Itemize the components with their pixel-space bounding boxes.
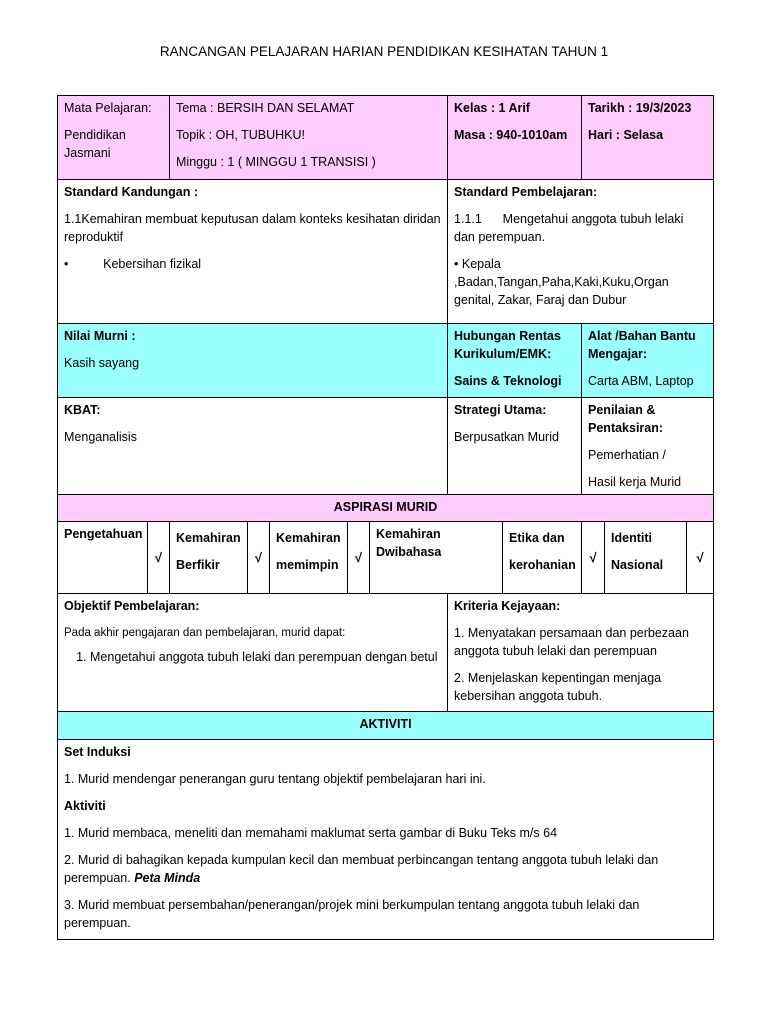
aspirasi-label-memimpin: Kemahiran memimpin xyxy=(270,522,348,594)
standard-kandungan-bullet: • Kebersihan fizikal xyxy=(64,257,202,271)
aktiviti-row xyxy=(58,740,714,940)
aktiviti-heading-row xyxy=(58,712,714,740)
kriteria-item-1: 1. Menyatakan persamaan dan perbezaan anggota tubuh lelaki dan perempuan xyxy=(454,626,689,658)
aktiviti-item-1: 1. Murid membaca, meneliti dan memahami maklumat serta gambar di Buku Teks m/s 64 xyxy=(64,826,558,840)
alat-bahan-label: Alat /Bahan Bantu Mengajar: xyxy=(588,329,696,361)
hari-text: Hari : Selasa xyxy=(588,128,664,142)
nilai-murni-cell xyxy=(58,324,448,398)
kriteria-item-2: 2. Menjelaskan kepentingan menjaga kebersihan anggota tubuh. xyxy=(454,671,662,703)
aspirasi-heading-row xyxy=(58,495,714,522)
aktiviti-label: Aktiviti xyxy=(64,799,106,813)
standard-pembelajaran-text: 1.1.1 Mengetahui anggota tubuh lelaki dan perempuan. xyxy=(454,212,687,244)
set-induksi-item: 1. Murid mendengar penerangan guru tentang objektif pembelajaran hari ini. xyxy=(64,772,486,786)
kelas-text: Kelas : 1 Arif xyxy=(454,101,530,115)
alat-bahan-value: Carta ABM, Laptop xyxy=(588,374,694,388)
minggu-text: Minggu : 1 ( MINGGU 1 TRANSISI ) xyxy=(176,155,376,169)
kelas-cell xyxy=(448,96,582,180)
penilaian-value-2: Hasil kerja Murid xyxy=(588,475,682,489)
tarikh-text: Tarikh : 19/3/2023 xyxy=(588,101,692,115)
aspirasi-mark-berfikir: √ xyxy=(248,522,270,594)
kbat-cell xyxy=(58,398,448,495)
hubungan-cell xyxy=(448,324,582,398)
objektif-cell xyxy=(58,594,448,712)
lesson-plan-table xyxy=(57,95,714,940)
aktiviti-item-2 xyxy=(64,851,707,887)
masa-text: Masa : 940-1010am xyxy=(454,128,568,142)
strategi-value: Berpusatkan Murid xyxy=(454,430,559,444)
page-title: RANCANGAN PELAJARAN HARIAN PENDIDIKAN KESIHATAN TAHUN 1 xyxy=(159,44,609,59)
alat-bahan-cell xyxy=(582,324,714,398)
aspirasi-items-row xyxy=(58,522,714,594)
topik-text: Topik : OH, TUBUHKU! xyxy=(176,128,305,142)
aspirasi-label-dwibahasa: Kemahiran Dwibahasa xyxy=(370,522,503,594)
nilai-row xyxy=(58,324,714,398)
tema-cell xyxy=(170,96,448,180)
mata-pelajaran-value: Pendidikan Jasmani xyxy=(64,128,126,160)
tema-text: Tema : BERSIH DAN SELAMAT xyxy=(176,101,355,115)
aktiviti-cell xyxy=(58,740,714,940)
aspirasi-mark-etika: √ xyxy=(582,522,605,594)
standard-kandungan-label: Standard Kandungan : xyxy=(64,185,199,199)
objektif-intro: Pada akhir pengajaran dan pembelajaran, murid dapat: xyxy=(64,627,346,639)
objektif-label: Objektif Pembelajaran: xyxy=(64,599,200,613)
strategi-cell xyxy=(448,398,582,495)
penilaian-cell xyxy=(582,398,714,495)
aspirasi-mark-pengetahuan: √ xyxy=(148,522,170,594)
standard-pembelajaran-label: Standard Pembelajaran: xyxy=(454,185,598,199)
aspirasi-label-identiti: Identiti Nasional xyxy=(605,522,687,594)
aspirasi-label-berfikir: Kemahiran Berfikir xyxy=(170,522,248,594)
penilaian-label: Penilaian & Pentaksiran: xyxy=(588,403,664,435)
hubungan-label: Hubungan Rentas Kurikulum/EMK: xyxy=(454,329,561,361)
standard-row xyxy=(58,180,714,324)
strategi-label: Strategi Utama: xyxy=(454,403,547,417)
set-induksi-label: Set Induksi xyxy=(64,745,131,759)
kbat-value: Menganalisis xyxy=(64,430,137,444)
nilai-murni-label: Nilai Murni : xyxy=(64,329,136,343)
aspirasi-label-etika: Etika dan kerohanian xyxy=(503,522,582,594)
aktiviti-item-2-emphasis: Peta Minda xyxy=(134,871,201,885)
kbat-row xyxy=(58,398,714,495)
objektif-item: 1. Mengetahui anggota tubuh lelaki dan perempuan dengan betul xyxy=(90,648,441,666)
aktiviti-item-3: 3. Murid membuat persembahan/penerangan/projek mini berkumpulan tentang anggota tubuh lelaki dan perempuan. xyxy=(64,898,640,930)
kbat-label: KBAT: xyxy=(64,403,101,417)
objektif-row xyxy=(58,594,714,712)
hubungan-value: Sains & Teknologi xyxy=(454,374,562,388)
standard-pembelajaran-bullet: • Kepala ,Badan,Tangan,Paha,Kaki,Kuku,Organ genital, Zakar, Faraj dan Dubur xyxy=(454,257,669,307)
aktiviti-heading: AKTIVITI xyxy=(58,712,714,740)
kriteria-label: Kriteria Kejayaan: xyxy=(454,599,561,613)
mata-pelajaran-cell xyxy=(58,96,170,180)
tarikh-cell xyxy=(582,96,714,180)
kriteria-cell xyxy=(448,594,714,712)
mata-pelajaran-label: Mata Pelajaran: xyxy=(64,101,152,115)
aspirasi-label-pengetahuan: Pengetahuan xyxy=(58,522,148,594)
penilaian-value-1: Pemerhatian / xyxy=(588,448,666,462)
nilai-murni-value: Kasih sayang xyxy=(64,356,140,370)
aspirasi-mark-identiti: √ xyxy=(687,522,714,594)
standard-pembelajaran-cell xyxy=(448,180,714,324)
aktiviti-item-2-text: 2. Murid di bahagikan kepada kumpulan kecil dan membuat perbincangan tentang anggota tubuh lelaki dan perempuan. xyxy=(64,853,659,885)
aspirasi-heading: ASPIRASI MURID xyxy=(58,495,714,522)
header-row xyxy=(58,96,714,180)
standard-kandungan-cell xyxy=(58,180,448,324)
standard-kandungan-text: 1.1Kemahiran membuat keputusan dalam konteks kesihatan diridan reproduktif xyxy=(64,212,441,244)
aspirasi-mark-memimpin: √ xyxy=(348,522,370,594)
objektif-list xyxy=(64,648,441,666)
